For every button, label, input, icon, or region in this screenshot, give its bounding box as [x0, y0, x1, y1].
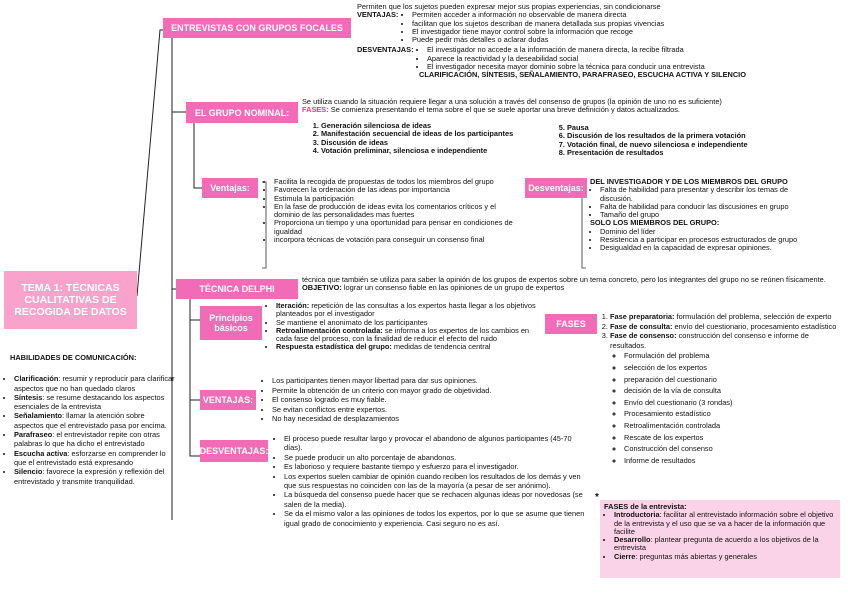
focal-desventajas-label: DESVENTAJAS:	[357, 45, 414, 55]
list-item: • Se da el mismo valor a las opiniones de todos los expertos, por lo que se asume que tienen igual grado de conocimiento y experiencia. Casi seguro no es así.	[284, 509, 592, 528]
list-item: • La búsqueda del consenso puede hacer que se rechacen algunas ideas por novedosas (se salen de la media).	[284, 490, 592, 509]
list-item: • En la fase de producción de ideas evita los comentarios críticos y el dominio de las personalidades mas fuertes	[274, 203, 518, 220]
list-item: • Respuesta estadística del grupo: medidas de tendencia central	[276, 343, 536, 351]
list-item: • Favorecen la ordenación de las ideas por importancia	[274, 186, 518, 194]
list-item: • El proceso puede resultar largo y provocar el abandono de algunos participantes (45-70 días).	[284, 434, 592, 453]
nominal-ventajas-list	[264, 178, 518, 244]
delphi-principios-list	[266, 302, 536, 352]
list-item: • Falta de habilidad para conducir las discusiones en grupo	[600, 203, 818, 211]
nominal-desventajas-label: Desventajas:	[525, 178, 587, 198]
list-item: • Retroalimentación controlada: se informa a los expertos de los cambios en cada fase del proceso, con la finalidad de reducir el efecto del ruido	[276, 327, 536, 344]
list-item: • Falta de habilidad para presentar y describir los temas de discusión.	[600, 186, 818, 203]
phase-item: 1. Fase preparatoria: formulación del problema, selección de experto	[610, 312, 844, 322]
list-item: • Se evitan conflictos entre expertos.	[272, 405, 532, 415]
focal-groups-label: ENTREVISTAS CON GRUPOS FOCALES	[163, 18, 351, 38]
list-item: • Tamaño del grupo	[600, 211, 818, 219]
list-item: ◦ decisión de la vía de consulta	[624, 385, 844, 397]
delphi-desventajas-label: DESVENTAJAS:	[200, 440, 268, 462]
list-item: • Los participantes tienen mayor libertad para dar sus opiniones.	[272, 376, 532, 386]
focal-intro: Permiten que los sujetos pueden expresar mejor sus propias experiencias, sin condicionarse	[357, 2, 661, 11]
phase-item: 3. Discusión de ideas	[321, 139, 566, 147]
list-item: • El investigador no accede a la información de manera directa, la recibe filtrada	[427, 46, 705, 54]
list-item: • El consenso logrado es muy fiable.	[272, 395, 532, 405]
list-item: • Escucha activa: esforzarse en comprender lo que el entrevistado está expresando	[14, 449, 176, 468]
list-item: • Se puede producir un alto porcentaje de abandonos.	[284, 453, 592, 462]
delphi-ventajas-list	[262, 376, 532, 424]
list-item: ◦ Construcción del consenso	[624, 443, 844, 455]
phase-item: 2. Fase de consulta: envío del cuestionario, procesamiento estadístico	[610, 322, 844, 332]
nominal-phases-right	[556, 124, 816, 157]
phase-item: 1. Generación silenciosa de ideas	[321, 122, 566, 130]
delphi-fases-list	[600, 312, 844, 466]
phase-item: 6. Discusión de los resultados de la primera votación	[567, 132, 816, 140]
nominal-fases-label: FASES:	[302, 105, 329, 115]
focal-ventajas-label: VENTAJAS:	[357, 10, 399, 20]
list-item: • El investigador tiene mayor control sobre la información que recoge	[412, 28, 664, 36]
desv-group-title: DEL INVESTIGADOR Y DE LOS MIEMBROS DEL GRUPO	[590, 177, 788, 186]
list-item: ◦ Envío del cuestionario (3 rondas)	[624, 397, 844, 409]
delphi-fases-label: FASES	[545, 314, 597, 334]
focal-skills-line: CLARIFICACIÓN, SÍNTESIS, SEÑALAMIENTO, PARAFRASEO, ESCUCHA ACTIVA Y SILENCIO	[419, 70, 746, 80]
phase-item: 7. Votación final, de nuevo silenciosa e independiente	[567, 141, 816, 149]
delphi-intro: técnica que también se utiliza para saber la opinión de los grupos de expertos sobre un tema concreto, pero los integrantes del grupo no se reúnen físicamente.	[302, 275, 826, 284]
habilidades-block	[4, 354, 176, 486]
delphi-desventajas-list	[274, 434, 592, 528]
list-item: • Es laborioso y requiere bastante tiempo y esfuerzo para el investigador.	[284, 462, 592, 471]
list-item: • Aparece la reactividad y la deseabilidad social	[427, 55, 705, 63]
list-item: • incorpora técnicas de votación para conseguir un consenso final	[274, 236, 518, 244]
list-item: • Desigualdad en la capacidad de expresar opiniones.	[600, 244, 818, 252]
list-item: • Resistencia a participar en procesos estructurados de grupo	[600, 236, 818, 244]
list-item: • Silencio: favorece la expresión y reflexión del entrevistado y transmite tranquilidad.	[14, 467, 176, 486]
desv-leader-title: SOLO LOS MIEMBROS DEL GRUPO:	[590, 218, 720, 228]
list-item: ◦ Retroalimentación controlada	[624, 420, 844, 432]
focal-groups-content	[357, 3, 777, 80]
list-item: • facilitan que los sujetos describan de manera detallada sus propias vivencias	[412, 20, 664, 28]
list-item: • Clarificación: resumir y reproducir para clarificar aspectos que no han quedado claros	[14, 374, 176, 393]
list-item: ◦ Procesamiento estadístico	[624, 408, 844, 420]
delphi-objetivo: lograr un consenso fiable en las opiniones de un grupo de expertos	[343, 283, 565, 293]
list-item: • Los expertos suelen cambiar de opinión cuando reciben los resultados de los demás y ven que sus respuestas no coinciden con las de la mayoría (a pesar de ser anónimo).	[284, 472, 592, 491]
list-item: ◦ Rescate de los expertos	[624, 432, 844, 444]
nominal-phases-left	[306, 122, 566, 155]
list-item: • No hay necesidad de desplazamientos	[272, 414, 532, 424]
list-item: • El investigador necesita mayor dominio sobre la técnica para conducir una entrevista	[427, 63, 705, 71]
asterisk-mark: *	[595, 492, 599, 503]
list-item: • Parafraseo: el entrevistador repite con otras palabras lo que ha dicho el entrevistado	[14, 430, 176, 449]
list-item: • Permiten acceder a información no observable de manera directa	[412, 11, 664, 19]
phase-item: 4. Votación preliminar, silenciosa e independiente	[321, 147, 566, 155]
focal-desventajas-list	[417, 46, 705, 71]
list-item: • Dominio del líder	[600, 228, 818, 236]
focal-ventajas-list	[402, 11, 664, 44]
list-item: • Introductoria: facilitar al entrevistado información sobre el objetivo de la entrevista y el uso que se va a hacer de la información que facilite	[614, 511, 836, 536]
list-item: ◦ Formulación del problema	[624, 350, 844, 362]
list-item: • Se mantiene el anonimato de los participantes	[276, 319, 536, 327]
nominal-intro: Se utiliza cuando la situación requiere llegar a una solución a través del consenso de grupos (la opinión de uno no es suficiente)	[302, 97, 722, 106]
habilidades-title: HABILIDADES DE COMUNICACIÓN:	[10, 353, 137, 362]
fases-entrevista-box	[600, 500, 840, 578]
list-item: • Iteración: repetición de las consultas a los expertos hasta llegar a los objetivos planteados por el investigador	[276, 302, 536, 319]
list-item: ◦ preparación del cuestionario	[624, 374, 844, 386]
list-item: • Síntesis: se resume destacando los aspectos esenciales de la entrevista	[14, 393, 176, 412]
phase-item: 5. Pausa	[567, 124, 816, 132]
list-item: • Proporciona un tiempo y una oportunidad para pensar en condiciones de igualdad	[274, 219, 518, 236]
list-item: • Permite la obtención de un criterio con mayor grado de objetividad.	[272, 386, 532, 396]
phase-item: 2. Manifestación secuencial de ideas de los participantes	[321, 130, 566, 138]
main-title: TEMA 1: TÉCNICAS CUALITATIVAS DE RECOGIDA DE DATOS	[14, 282, 127, 318]
nominal-fases-intro: Se comienza presentando el tema sobre el que se suele aportar una breve definición y datos actualizados.	[330, 105, 680, 115]
list-item: ◦ selección de los expertos	[624, 362, 844, 374]
list-item: • Estimula la participación	[274, 195, 518, 203]
list-item: ◦ Informe de resultados	[624, 455, 844, 467]
delphi-principios-label: Principios básicos	[200, 306, 262, 340]
delphi-label: TÉCNICA DELPHI	[176, 279, 298, 299]
nominal-desventajas-content	[590, 178, 818, 253]
main-title-box	[4, 271, 137, 329]
list-item: • Cierre: preguntas más abiertas y generales	[614, 553, 836, 561]
list-item: • Puede pedir más detalles o aclarar dudas	[412, 36, 664, 44]
list-item: • Desarrollo: plantear pregunta de acuerdo a los objetivos de la entrevista	[614, 536, 836, 553]
nominal-ventajas-label: Ventajas:	[202, 178, 258, 198]
list-item: • Señalamiento: llamar la atención sobre aspectos que el entrevistado pasa por encima.	[14, 411, 176, 430]
nominal-group-content	[302, 98, 822, 115]
delphi-objetivo-label: OBJETIVO:	[302, 283, 342, 293]
list-item: • Facilita la recogida de propuestas de todos los miembros del grupo	[274, 178, 518, 186]
fases-entrevista-title: FASES de la entrevista:	[604, 502, 687, 511]
nominal-group-label: EL GRUPO NOMINAL:	[186, 102, 298, 123]
delphi-ventajas-label: VENTAJAS:	[200, 390, 256, 410]
delphi-intro-block	[302, 276, 842, 293]
phase-item: 8. Presentación de resultados	[567, 149, 816, 157]
phase-item: 3. Fase de consenso: construcción del consenso e informe de resultados.	[610, 331, 844, 350]
